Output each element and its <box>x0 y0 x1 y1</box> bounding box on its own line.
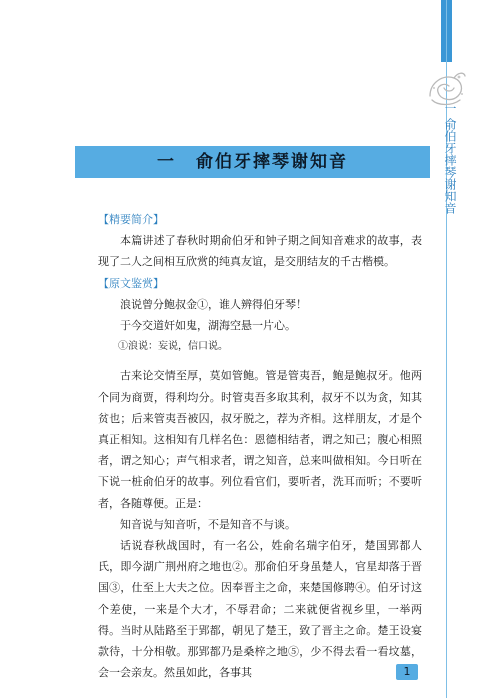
body-paragraph-3: 话说春秋战国时，有一名公，姓俞名瑞字伯牙，楚国郢都人氏，即今湖广荆州府之地也②。那俞伯牙身虽楚人，官星却落于晋国③，仕至上大夫之位。因奉晋主之命，来楚国修聘④。伯牙讨这个差使，一来是个大才，不辱君命；二来就便省视乡里，一举两得。当时从陆路至于郢都，朝见了楚王，致了晋主之命。楚王设宴款待，十分相敬。那郢都乃是桑梓之地⑤，少不得去看一看坟墓，会一会亲友。然虽如此，各事其 <box>98 539 422 680</box>
chapter-title-bar <box>75 146 430 178</box>
side-chapter-title: 一 俞伯牙摔琴谢知音 <box>443 102 457 214</box>
intro-section-label: 【精要简介】 <box>98 213 164 226</box>
page-body <box>98 209 422 683</box>
intro-paragraph: 本篇讲述了春秋时期俞伯牙和钟子期之间知音难求的故事，表现了二人之间相互欣赏的纯真友谊，是交朋结友的千古楷模。 <box>98 234 422 269</box>
footnote: ①浪说：妄说，信口说。 <box>118 341 228 353</box>
chapter-title <box>75 146 430 178</box>
poem-line-2: 于今交道奸如鬼，湖海空悬一片心。 <box>120 319 296 333</box>
reading-section-label: 【原文鉴赏】 <box>98 276 164 290</box>
chapter-number: 一 <box>157 152 176 172</box>
body-paragraph-1: 古来论交情至厚，莫如管鲍。管是管夷吾，鲍是鲍叔牙。他两个同为商贾，得利均分。时管夷吾多取其利，叔牙不以为贪，知其贫也；后来管夷吾被囚，叔牙脱之，荐为齐相。这样朋友，才是个真正相知。这相知有几样名色：恩德相结者，谓之知己；腹心相照者，谓之知心；声气相求者，谓之知音，总来叫做相知。今日听在下说一桩俞伯牙的故事。列位看官们，要听者，洗耳而听；不要听者，各随尊便。正是： <box>98 369 422 510</box>
page-number: 1 <box>396 664 418 680</box>
body-paragraph-2: 知音说与知音听，不是知音不与谈。 <box>120 517 296 531</box>
poem-line-1: 浪说曾分鲍叔金①，谁人辨得伯牙琴！ <box>120 297 307 311</box>
chapter-title-text: 俞伯牙摔琴谢知音 <box>196 152 348 172</box>
spacer <box>98 357 422 365</box>
